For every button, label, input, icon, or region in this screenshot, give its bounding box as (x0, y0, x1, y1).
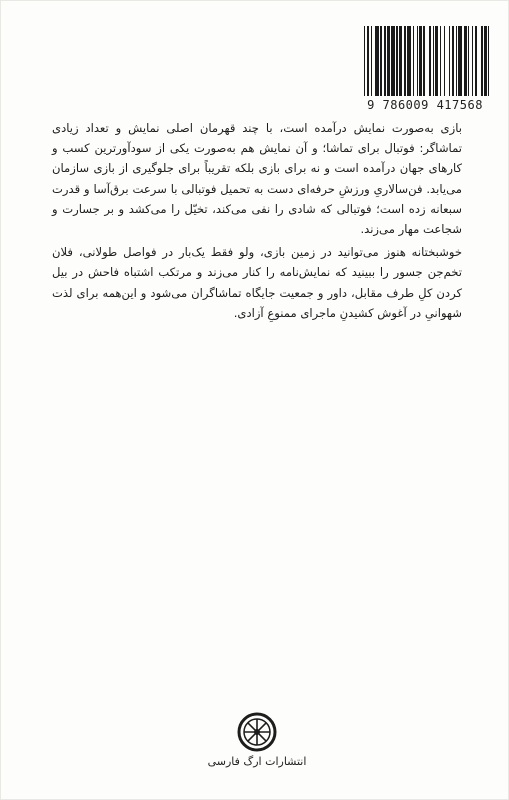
barcode-bar (488, 26, 489, 96)
wheel-logo-icon (237, 712, 277, 752)
paragraph-1: بازی به‌صورت نمایش درآمده است، با چند قهرمان اصلی نمایش و تعداد زیادی تماشاگر: فوتبال برای تماشا؛ و آن نمایش هم به‌صورت یکی از سودآورترین کسب و کارهای جهان درآمده است و نه برای بازی بلکه تقریباً برای جلوگیری از بازی سازمان می‌یابد. فن‌سالاریِ ورزشِ حرفه‌ای دست به تحمیل فوتبالی با سرعت برق‌آسا و قدرت سبعانه زده است؛ فوتبالی که شادی را نفی می‌کند، تخیّل را می‌کشد و بر جسارت و شجاعت مهار می‌زند. (52, 121, 462, 237)
back-cover-text (52, 118, 462, 323)
publisher-name: انتشارات ارگ فارسی (207, 755, 307, 768)
barcode-bars (364, 26, 490, 96)
isbn-number: 9 786009 417568 (367, 98, 483, 112)
paragraph-2: خوشبختانه هنوز می‌توانید در زمین بازی، ولو فقط یک‌بار در فواصل طولانی، فلان تخم‌جن جسور را ببینید که نمایش‌نامه را کنار می‌زند و مرتکب اشتباه فاحش در بیل کردن کلِ طرف مقابل، داور و جمعیت جایگاه تماشاگران می‌شود و این‌همه برای لذت شهوانیِ در آغوش کشیدنِ ماجرای ممنوعِ آزادی. (52, 245, 462, 320)
isbn-barcode (356, 20, 494, 122)
